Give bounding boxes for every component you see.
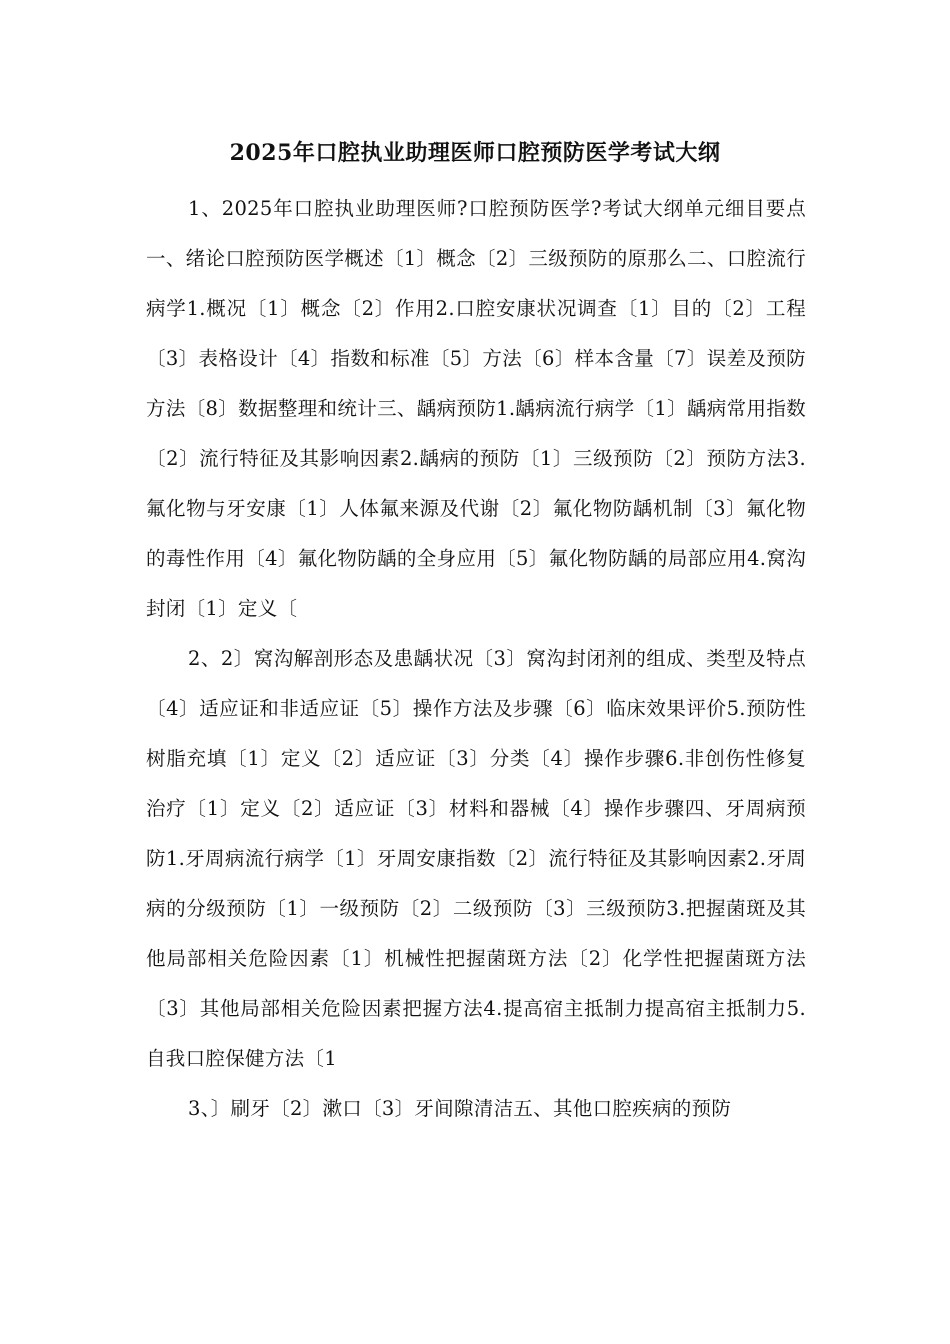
document-title: 2025年口腔执业助理医师口腔预防医学考试大纲 <box>229 140 721 166</box>
paragraph-3: 3、〕刷牙〔2〕漱口〔3〕牙间隙清洁五、其他口腔疾病的预防 <box>188 1097 732 1120</box>
document-body <box>146 184 806 1134</box>
paragraph-2: 2、2〕窝沟解剖形态及患龋状况〔3〕窝沟封闭剂的组成、类型及特点〔4〕适应证和非适应证〔5〕操作方法及步骤〔6〕临床效果评价5.预防性树脂充填〔1〕定义〔2〕适应证〔3〕分类〔4〕操作步骤6.非创伤性修复治疗〔1〕定义〔2〕适应证〔3〕材料和器械〔4〕操作步骤四、牙周病预防1.牙周病流行病学〔1〕牙周安康指数〔2〕流行特征及其影响因素2.牙周病的分级预防〔1〕一级预防〔2〕二级预防〔3〕三级预防3.把握菌斑及其他局部相关危险因素〔1〕机械性把握菌斑方法〔2〕化学性把握菌斑方法〔3〕其他局部相关危险因素把握方法4.提高宿主抵制力提高宿主抵制力5.自我口腔保健方法〔1 <box>146 647 806 1070</box>
paragraph-1: 1、2025年口腔执业助理医师?口腔预防医学?考试大纲单元细目要点一、绪论口腔预防医学概述〔1〕概念〔2〕三级预防的原那么二、口腔流行病学1.概况〔1〕概念〔2〕作用2.口腔安康状况调查〔1〕目的〔2〕工程〔3〕表格设计〔4〕指数和标准〔5〕方法〔6〕样本含量〔7〕误差及预防方法〔8〕数据整理和统计三、龋病预防1.龋病流行病学〔1〕龋病常用指数〔2〕流行特征及其影响因素2.龋病的预防〔1〕三级预防〔2〕预防方法3.氟化物与牙安康〔1〕人体氟来源及代谢〔2〕氟化物防龋机制〔3〕氟化物的毒性作用〔4〕氟化物防龋的全身应用〔5〕氟化物防龋的局部应用4.窝沟封闭〔1〕定义〔 <box>146 197 806 620</box>
